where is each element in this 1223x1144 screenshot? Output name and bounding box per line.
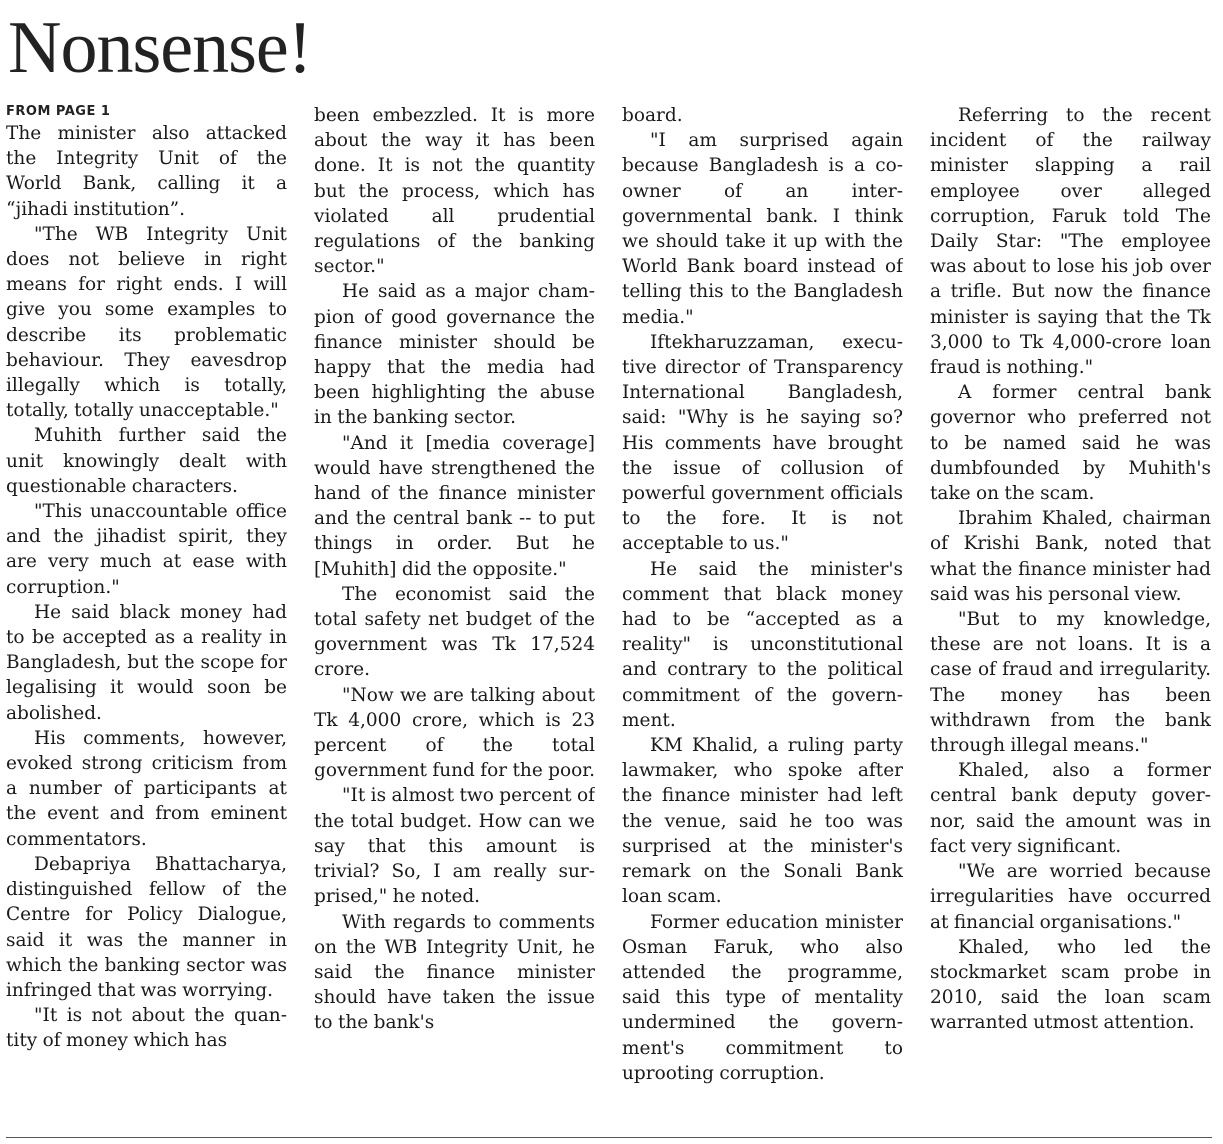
paragraph: The economist said the total safety net budget of the government was Tk 17,524 crore. [314,583,595,681]
paragraph: Muhith further said the unit knowingly dealt with questionable characters. [6,425,287,497]
paragraph: "And it [media coverage] would have strengthened the hand of the finance minister and the central bank -- to put things in order. But he [Muhith] did the opposite." [314,432,595,580]
bottom-rule [6,1137,1212,1138]
column-4 [930,103,1211,1131]
paragraph: Referring to the recent incident of the railway minister slapping a rail employee over alleged corruption, Faruk told The Daily Star: "The employee was about to lose his job over a trifle. But now the finance minister is saying that the Tk 3,000 to Tk 4,000-crore loan fraud is nothing." [930,105,1211,379]
headline: Nonsense! [8,7,312,89]
paragraph: "We are worried because irregularities have occurred at financial organisations." [930,861,1211,933]
paragraph: He said black money had to be accepted as a reality in Bangladesh, but the scope for legalising it would soon be abolished. [6,601,287,724]
paragraph: His comments, however, evoked strong criticism from a number of participants at the event and from eminent commentators. [6,727,287,850]
paragraph: KM Khalid, a ruling party lawmaker, who spoke after the finance minister had left the venue, said he too was surprised at the minister's remark on the Sonali Bank loan scam. [622,735,903,908]
paragraph: board. [622,105,683,126]
column-2 [314,103,595,1131]
paragraph: A former central bank governor who preferred not to be named said he was dumbfounded by Muhith's take on the scam. [930,382,1211,505]
column-1 [6,103,287,1131]
paragraph: "This unaccountable office and the jihadist spirit, they are very much at ease with corruption." [6,501,287,598]
paragraph: Ibrahim Khaled, chairman of Krishi Bank, noted that what the finance minister had said was his personal view. [930,508,1211,605]
article-body [6,103,1212,1131]
paragraph: "The WB Integrity Unit does not believe in right means for right ends. I will give you some examples to describe its problematic behaviour. They eavesdrop illegally which is totally, totally, totally unacceptable." [6,223,287,422]
paragraph: Iftekharuzzaman, executive director of Transparency International Bangladesh, said: "Why is he saying so? His comments have brought the issue of collusion of powerful government officials to the fore. It is not acceptable to us." [622,331,903,555]
paragraph: "I am surprised again because Bangladesh is a coowner of an intergovernmental bank. I think we should take it up with the World Bank board instead of telling this to the Bangladesh media." [622,130,903,328]
paragraph: Debapriya Bhattacharya, distinguished fellow of the Centre for Policy Dialogue, said it was the manner in which the banking sector was infringed that was worrying. [6,853,287,1001]
column-3 [622,103,903,1131]
paragraph: Khaled, also a former central bank deputy governor, said the amount was in fact very significant. [930,760,1211,857]
paragraph: Khaled, who led the stockmarket scam probe in 2010, said the loan scam warranted utmost attention. [930,936,1211,1034]
paragraph: With regards to comments on the WB Integrity Unit, he said the finance minister should have taken the issue to the bank's [314,911,595,1034]
paragraph: been embezzled. It is more about the way it has been done. It is not the quantity but the process, which has violated all prudential regulations of the banking sector." [314,105,595,278]
paragraph: He said as a major champion of good governance the finance minister should be happy that the media had been highlighting the abuse in the banking sector. [314,281,595,429]
paragraph: Former education minister Osman Faruk, who also attended the programme, said this type of mentality undermined the government's commitment to uprooting corruption. [622,911,903,1084]
paragraph: "But to my knowledge, these are not loans. It is a case of fraud and irregularity. The money has been withdrawn from the bank through illegal means." [930,609,1211,757]
jump-line-from-page-1: FROM PAGE 1 [6,104,111,119]
paragraph: He said the minister's comment that black money had to be “accepted as a reality" is unconstitutional and contrary to the political commitment of the government. [622,558,903,731]
paragraph: "It is not about the quantity of money which has [6,1005,287,1052]
paragraph: "It is almost two percent of the total budget. How can we say that this amount is trivial? So, I am really surprised," he noted. [314,785,595,908]
paragraph: The minister also attacked the Integrity Unit of the World Bank, calling it a “jihadi institution”. [6,123,287,220]
paragraph: "Now we are talking about Tk 4,000 crore, which is 23 percent of the total government fund for the poor. [314,684,595,782]
